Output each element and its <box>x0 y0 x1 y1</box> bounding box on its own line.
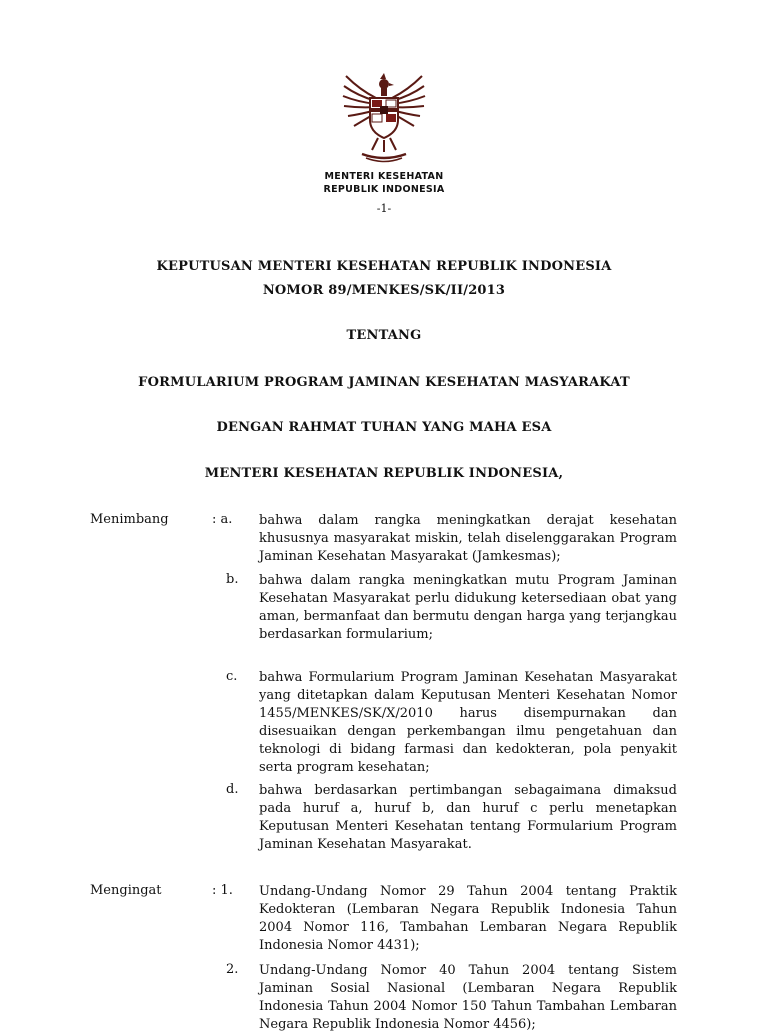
issuer-statement: MENTERI KESEHATAN REPUBLIK INDONESIA, <box>204 466 564 481</box>
menimbang-marker-c: c. <box>226 669 238 684</box>
menimbang-marker-a: : a. <box>212 512 233 527</box>
preamble-invocation: DENGAN RAHMAT TUHAN YANG MAHA ESA <box>216 420 552 435</box>
issuer-title-line2: REPUBLIK INDONESIA <box>323 184 445 195</box>
menimbang-item-b: bahwa dalam rangka meningkatkan mutu Program Jaminan Kesehatan Masyarakat perlu didukung ketersediaan obat yang aman, bermanfaat dan bermutu dengan harga yang terjangkau berdasarkan formularium; <box>259 573 677 642</box>
menimbang-marker-b: b. <box>226 572 239 587</box>
issuer-title-line1: MENTERI KESEHATAN <box>324 171 444 182</box>
about-heading: TENTANG <box>346 328 422 343</box>
mengingat-label: Mengingat <box>90 883 162 898</box>
decree-title: KEPUTUSAN MENTERI KESEHATAN REPUBLIK INDONESIA <box>156 259 612 274</box>
decree-subject: FORMULARIUM PROGRAM JAMINAN KESEHATAN MASYARAKAT <box>138 375 630 390</box>
page-number: -1- <box>376 202 392 215</box>
menimbang-item-d: bahwa berdasarkan pertimbangan sebagaimana dimaksud pada huruf a, huruf b, dan huruf c perlu menetapkan Keputusan Menteri Kesehatan tentang Formularium Program Jaminan Kesehatan Masyarakat. <box>259 783 677 852</box>
menimbang-item-a: bahwa dalam rangka meningkatkan derajat kesehatan khususnya masyarakat miskin, telah diselenggarakan Program Jaminan Kesehatan Masyarakat (Jamkesmas); <box>259 513 677 564</box>
menimbang-item-c: bahwa Formularium Program Jaminan Kesehatan Masyarakat yang ditetapkan dalam Keputusan Menteri Kesehatan Nomor 1455/MENKES/SK/X/2010 harus disempurnakan dan disesuaikan dengan perkembangan ilmu pengetahuan dan teknologi di bidang farmasi dan kedokteran, pola penyakit serta program kesehatan; <box>259 670 677 775</box>
decree-number: NOMOR 89/MENKES/SK/II/2013 <box>262 283 506 298</box>
mengingat-marker-1: : 1. <box>212 883 233 898</box>
mengingat-item-2: Undang-Undang Nomor 40 Tahun 2004 tentang Sistem Jaminan Sosial Nasional (Lembaran Negara Republik Indonesia Tahun 2004 Nomor 150 Tahun Tambahan Lembaran Negara Republik Indonesia Nomor 4456); <box>259 963 677 1032</box>
garuda-emblem-icon <box>340 70 428 166</box>
menimbang-marker-d: d. <box>226 782 239 797</box>
mengingat-item-1: Undang-Undang Nomor 29 Tahun 2004 tentang Praktik Kedokteran (Lembaran Negara Republik Indonesia Tahun 2004 Nomor 116, Tambahan Lembaran Negara Republik Indonesia Nomor 4431); <box>259 884 677 953</box>
garuda-emblem-graphic <box>340 70 428 166</box>
mengingat-marker-2: 2. <box>226 962 239 977</box>
menimbang-label: Menimbang <box>90 512 169 527</box>
